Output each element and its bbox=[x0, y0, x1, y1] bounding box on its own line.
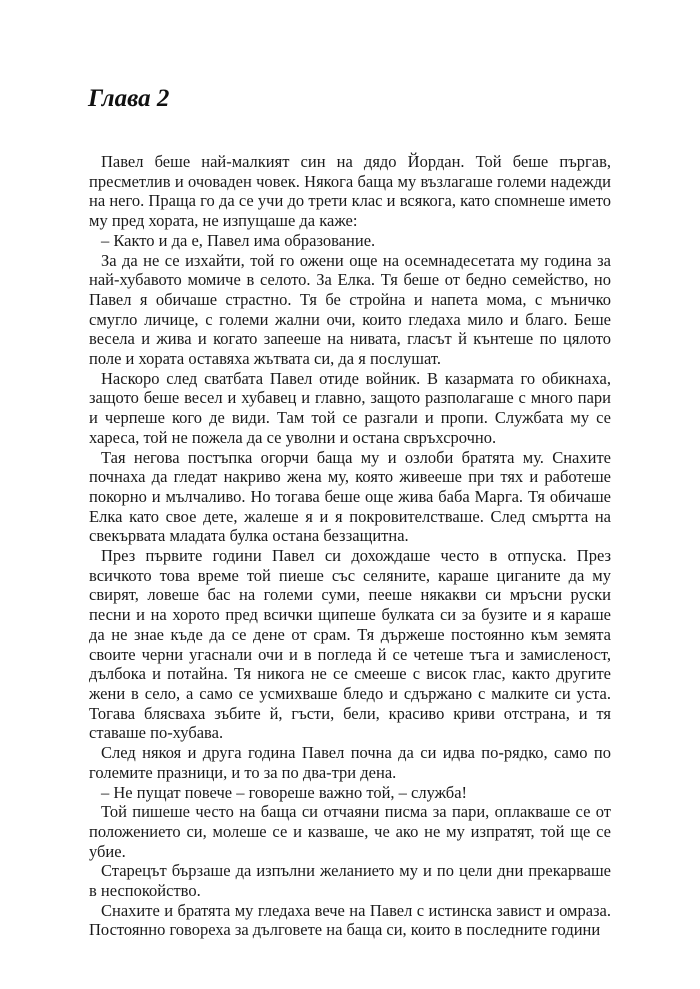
paragraph: През първите години Павел си дохождаше често в отпуска. През всичкото това време той пиеше със селяните, караше циганите да му свирят, ловеше бас на големи суми, пееше някакви си мръсни руски песни и на хорото пред всички щипеше булката си за бузите и я караше да не знае къде да се дене от срам. Тя държеше постоянно към земята своите черни угаснали очи и в погледа й се четеше тъга и замисленост, дълбока и потайна. Тя никога не се смееше с висок глас, както другите жени в село, а само се усмихваше бледо и сдържано с малките си уста. Тогава блясваха зъбите й, гъсти, бели, красиво криви отстрана, и тя ставаше по-хубава. bbox=[89, 546, 611, 743]
paragraph: За да не се изхайти, той го ожени още на осемнадесетата му година за най-хубавото момиче в селото. За Елка. Тя беше от бедно семейство, но Павел я обичаше страстно. Тя бе стройна и напета мома, с мъничко смугло личице, с големи жални очи, които гледаха мило и благо. Беше весела и жива и когато запееше на нивата, гласът й кънтеше по цялото поле и хората оставяха жътвата си, да я послушат. bbox=[89, 250, 611, 369]
paragraph: – Не пущат повече – говореше важно той, – служба! bbox=[101, 782, 468, 802]
paragraph: Наскоро след сватбата Павел отиде войник. В казармата го обикнаха, защото беше весел и хубавец и главно, защото разполагаше с много пари и черпеше кого де види. Там той се разгали и пропи. Службата му се хареса, той не пожела да се уволни и остана свръхсрочно. bbox=[89, 368, 611, 447]
paragraph: Тая негова постъпка огорчи баща му и озлоби братята му. Снахите почнаха да гледат накриво жена му, която живееше при тях и работеше покорно и мълчаливо. Но тогава беше още жива баба Марга. Тя обичаше Елка като свое дете, жалеше я и я покровителстваше. След смъртта на свекървата младата булка остана беззащитна. bbox=[89, 447, 611, 546]
paragraph: След някоя и друга година Павел почна да си идва по-рядко, само по големите празници, и то за по два-три дена. bbox=[89, 743, 611, 782]
paragraph: Старецът бързаше да изпълни желанието му и по цели дни прекарваше в неспокойство. bbox=[89, 861, 611, 901]
chapter-title: Глава 2 bbox=[88, 85, 170, 112]
paragraph: Снахите и братята му гледаха вече на Павел с истинска завист и омраза. Постоянно говореха за дълговете на баща си, които в последните години bbox=[89, 900, 611, 940]
paragraph: – Както и да е, Павел има образование. bbox=[101, 230, 376, 250]
paragraph: Павел беше най-малкият син на дядо Йордан. Той беше пъргав, пресметлив и очоваден човек. Някога баща му възлагаше големи надежди на него. Праща го да се учи до трети клас и всякога, като спомнеше името му пред хората, не изпущаше да каже: bbox=[89, 152, 611, 231]
paragraph: Той пишеше често на баща си отчаяни писма за пари, оплакваше се от положението си, молеше се и казваше, че ако не му изпратят, той ще се убие. bbox=[89, 802, 611, 861]
chapter-body bbox=[89, 152, 611, 940]
